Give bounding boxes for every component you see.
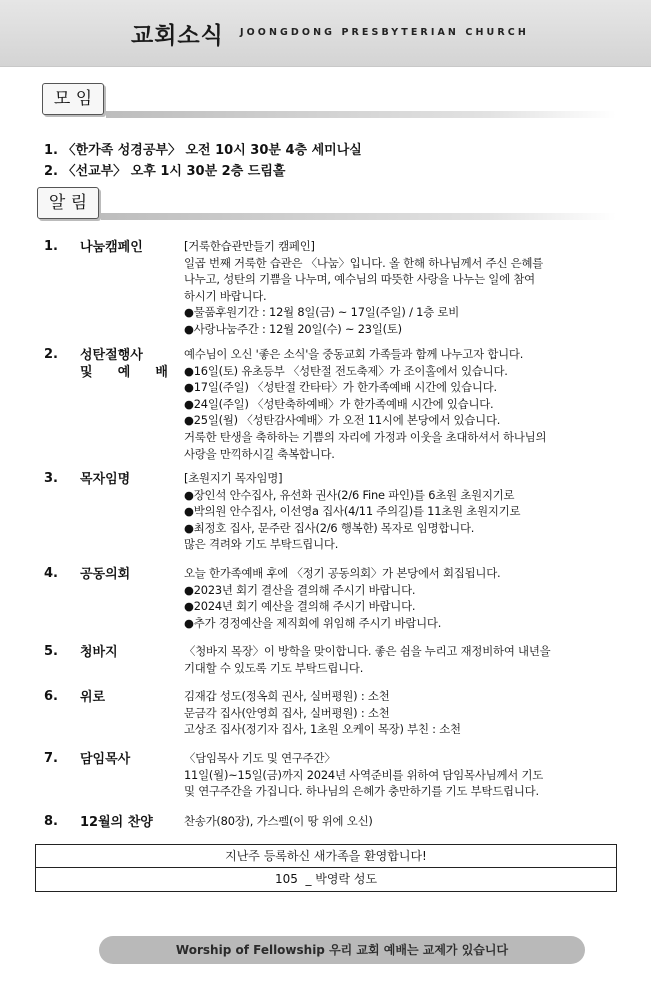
item-number: 6. [44, 689, 58, 704]
item-body [184, 688, 624, 738]
meetings-section-label: 모 임 [42, 83, 104, 115]
item-body [184, 470, 624, 553]
body-line: 찬송가(80장), 가스펠(이 땅 위에 오신) [184, 814, 373, 828]
welcome-entry: 105 _ 박영락 성도 [36, 867, 616, 890]
body-line: ●박의원 안수집사, 이선영a 집사(4/11 주의길)를 11초원 초원지기로 [184, 504, 521, 519]
item-number: 3. [44, 471, 58, 486]
body-line: 하시기 바랍니다. [184, 288, 267, 303]
body-line: ●16일(토) 유초등부 〈성탄절 전도축제〉가 조이홀에서 있습니다. [184, 363, 508, 378]
body-line: ●물품후원기간 : 12월 8일(금) ~ 17일(주일) / 1층 로비 [184, 305, 460, 320]
item-number: 1. [44, 239, 58, 254]
item-number: 2. [44, 347, 58, 362]
header-title: 교회소식 [131, 23, 224, 49]
item-body [184, 346, 624, 462]
body-line: 일곱 번째 거룩한 습관은 〈나눔〉입니다. 올 한해 하나님께서 주신 은혜를 [184, 255, 544, 270]
body-line: 고상조 집사(정기자 집사, 1초원 오케이 목장) 부친 : 소천 [184, 722, 461, 737]
meeting-line-2: 2. 〈선교부〉 오후 1시 30분 2층 드림홀 [44, 164, 286, 179]
body-line: [거룩한습관만들기 캠페인] [184, 239, 315, 253]
body-line: 많은 격려와 기도 부탁드립니다. [184, 537, 339, 552]
body-line: ●25일(월) 〈성탄감사예배〉가 오전 11시에 본당에서 있습니다. [184, 413, 501, 428]
body-line: 〈청바지 목장〉이 방학을 맞이합니다. 좋은 쉼을 누리고 재정비하여 내년을 [184, 644, 551, 658]
section-rule [106, 111, 616, 118]
body-line: 문금각 집사(안영희 집사, 실버평원) : 소천 [184, 705, 390, 720]
body-line: ●장인석 안수집사, 유선화 권사(2/6 Fine 파인)를 6초원 초원지기로 [184, 487, 515, 502]
item-title: 청바지 [80, 645, 118, 660]
item-number: 8. [44, 814, 58, 829]
body-line: ●2024년 회기 예산을 결의해 주시기 바랍니다. [184, 599, 416, 614]
body-line: 사랑을 만끽하시길 축복합니다. [184, 446, 335, 461]
body-line: 11일(월)~15일(금)까지 2024년 사역준비를 위하여 담임목사님께서 기도 [184, 767, 544, 782]
item-number: 4. [44, 566, 58, 581]
header-subtitle: JOONGDONG PRESBYTERIAN CHURCH [240, 27, 529, 38]
body-line: 예수님이 오신 '좋은 소식'을 중동교회 가족들과 함께 나누고자 합니다. [184, 347, 524, 361]
item-title: 담임목사 [80, 752, 131, 767]
item-body [184, 643, 624, 676]
body-line: [초원지기 목자임명] [184, 471, 283, 485]
body-line: 기대할 수 있도록 기도 부탁드립니다. [184, 660, 364, 675]
welcome-heading: 지난주 등록하신 새가족을 환영합니다! [225, 849, 427, 863]
item-title: 나눔캠페인 [80, 240, 143, 255]
item-title-line-2: 및 예 배 [80, 365, 168, 380]
body-line: 거룩한 탄생을 축하하는 기쁨의 자리에 가정과 이웃을 초대하셔서 하나님의 [184, 429, 547, 444]
body-line: 오늘 한가족예배 후에 〈정기 공동의회〉가 본당에서 회집됩니다. [184, 566, 501, 580]
item-number: 7. [44, 751, 58, 766]
item-title: 위로 [80, 690, 106, 705]
section-rule [101, 213, 616, 220]
body-line: 김재갑 성도(정옥희 권사, 실버평원) : 소천 [184, 689, 390, 703]
body-line: ●최정호 집사, 문주란 집사(2/6 행복한) 목자로 임명합니다. [184, 520, 475, 535]
footer-banner: Worship of Fellowship 우리 교회 예배는 교제가 있습니다 [99, 936, 585, 964]
body-line: 나누고, 성탄의 기쁨을 나누며, 예수님의 따뜻한 사랑을 나누는 일에 참여 [184, 272, 535, 287]
body-line: ●2023년 회기 결산을 결의해 주시기 바랍니다. [184, 582, 416, 597]
item-title: 목자임명 [80, 472, 131, 487]
item-body [184, 238, 624, 338]
announcements-section-label: 알 림 [37, 187, 99, 219]
item-title: 공동의회 [80, 567, 131, 582]
meeting-line-1: 1. 〈한가족 성경공부〉 오전 10시 30분 4층 세미나실 [44, 143, 362, 158]
item-body [184, 565, 624, 631]
body-line: ●24일(주일) 〈성탄축하예배〉가 한가족예배 시간에 있습니다. [184, 396, 494, 411]
body-line: 〈담임목사 기도 및 연구주간〉 [184, 751, 336, 765]
item-number: 5. [44, 644, 58, 659]
item-body [184, 813, 624, 830]
body-line: ●17일(주일) 〈성탄절 칸타타〉가 한가족예배 시간에 있습니다. [184, 380, 497, 395]
item-title: 성탄절행사 [80, 348, 143, 363]
new-family-welcome-box [35, 844, 617, 892]
page-header [0, 0, 651, 67]
body-line: 및 연구주간을 가집니다. 하나님의 은혜가 충만하기를 기도 부탁드립니다. [184, 784, 539, 799]
body-line: ●추가 경정예산을 제직회에 위임해 주시기 바랍니다. [184, 615, 442, 630]
item-body [184, 750, 624, 800]
body-line: ●사랑나눔주간 : 12월 20일(수) ~ 23일(토) [184, 321, 402, 336]
item-title: 12월의 찬양 [80, 815, 153, 830]
